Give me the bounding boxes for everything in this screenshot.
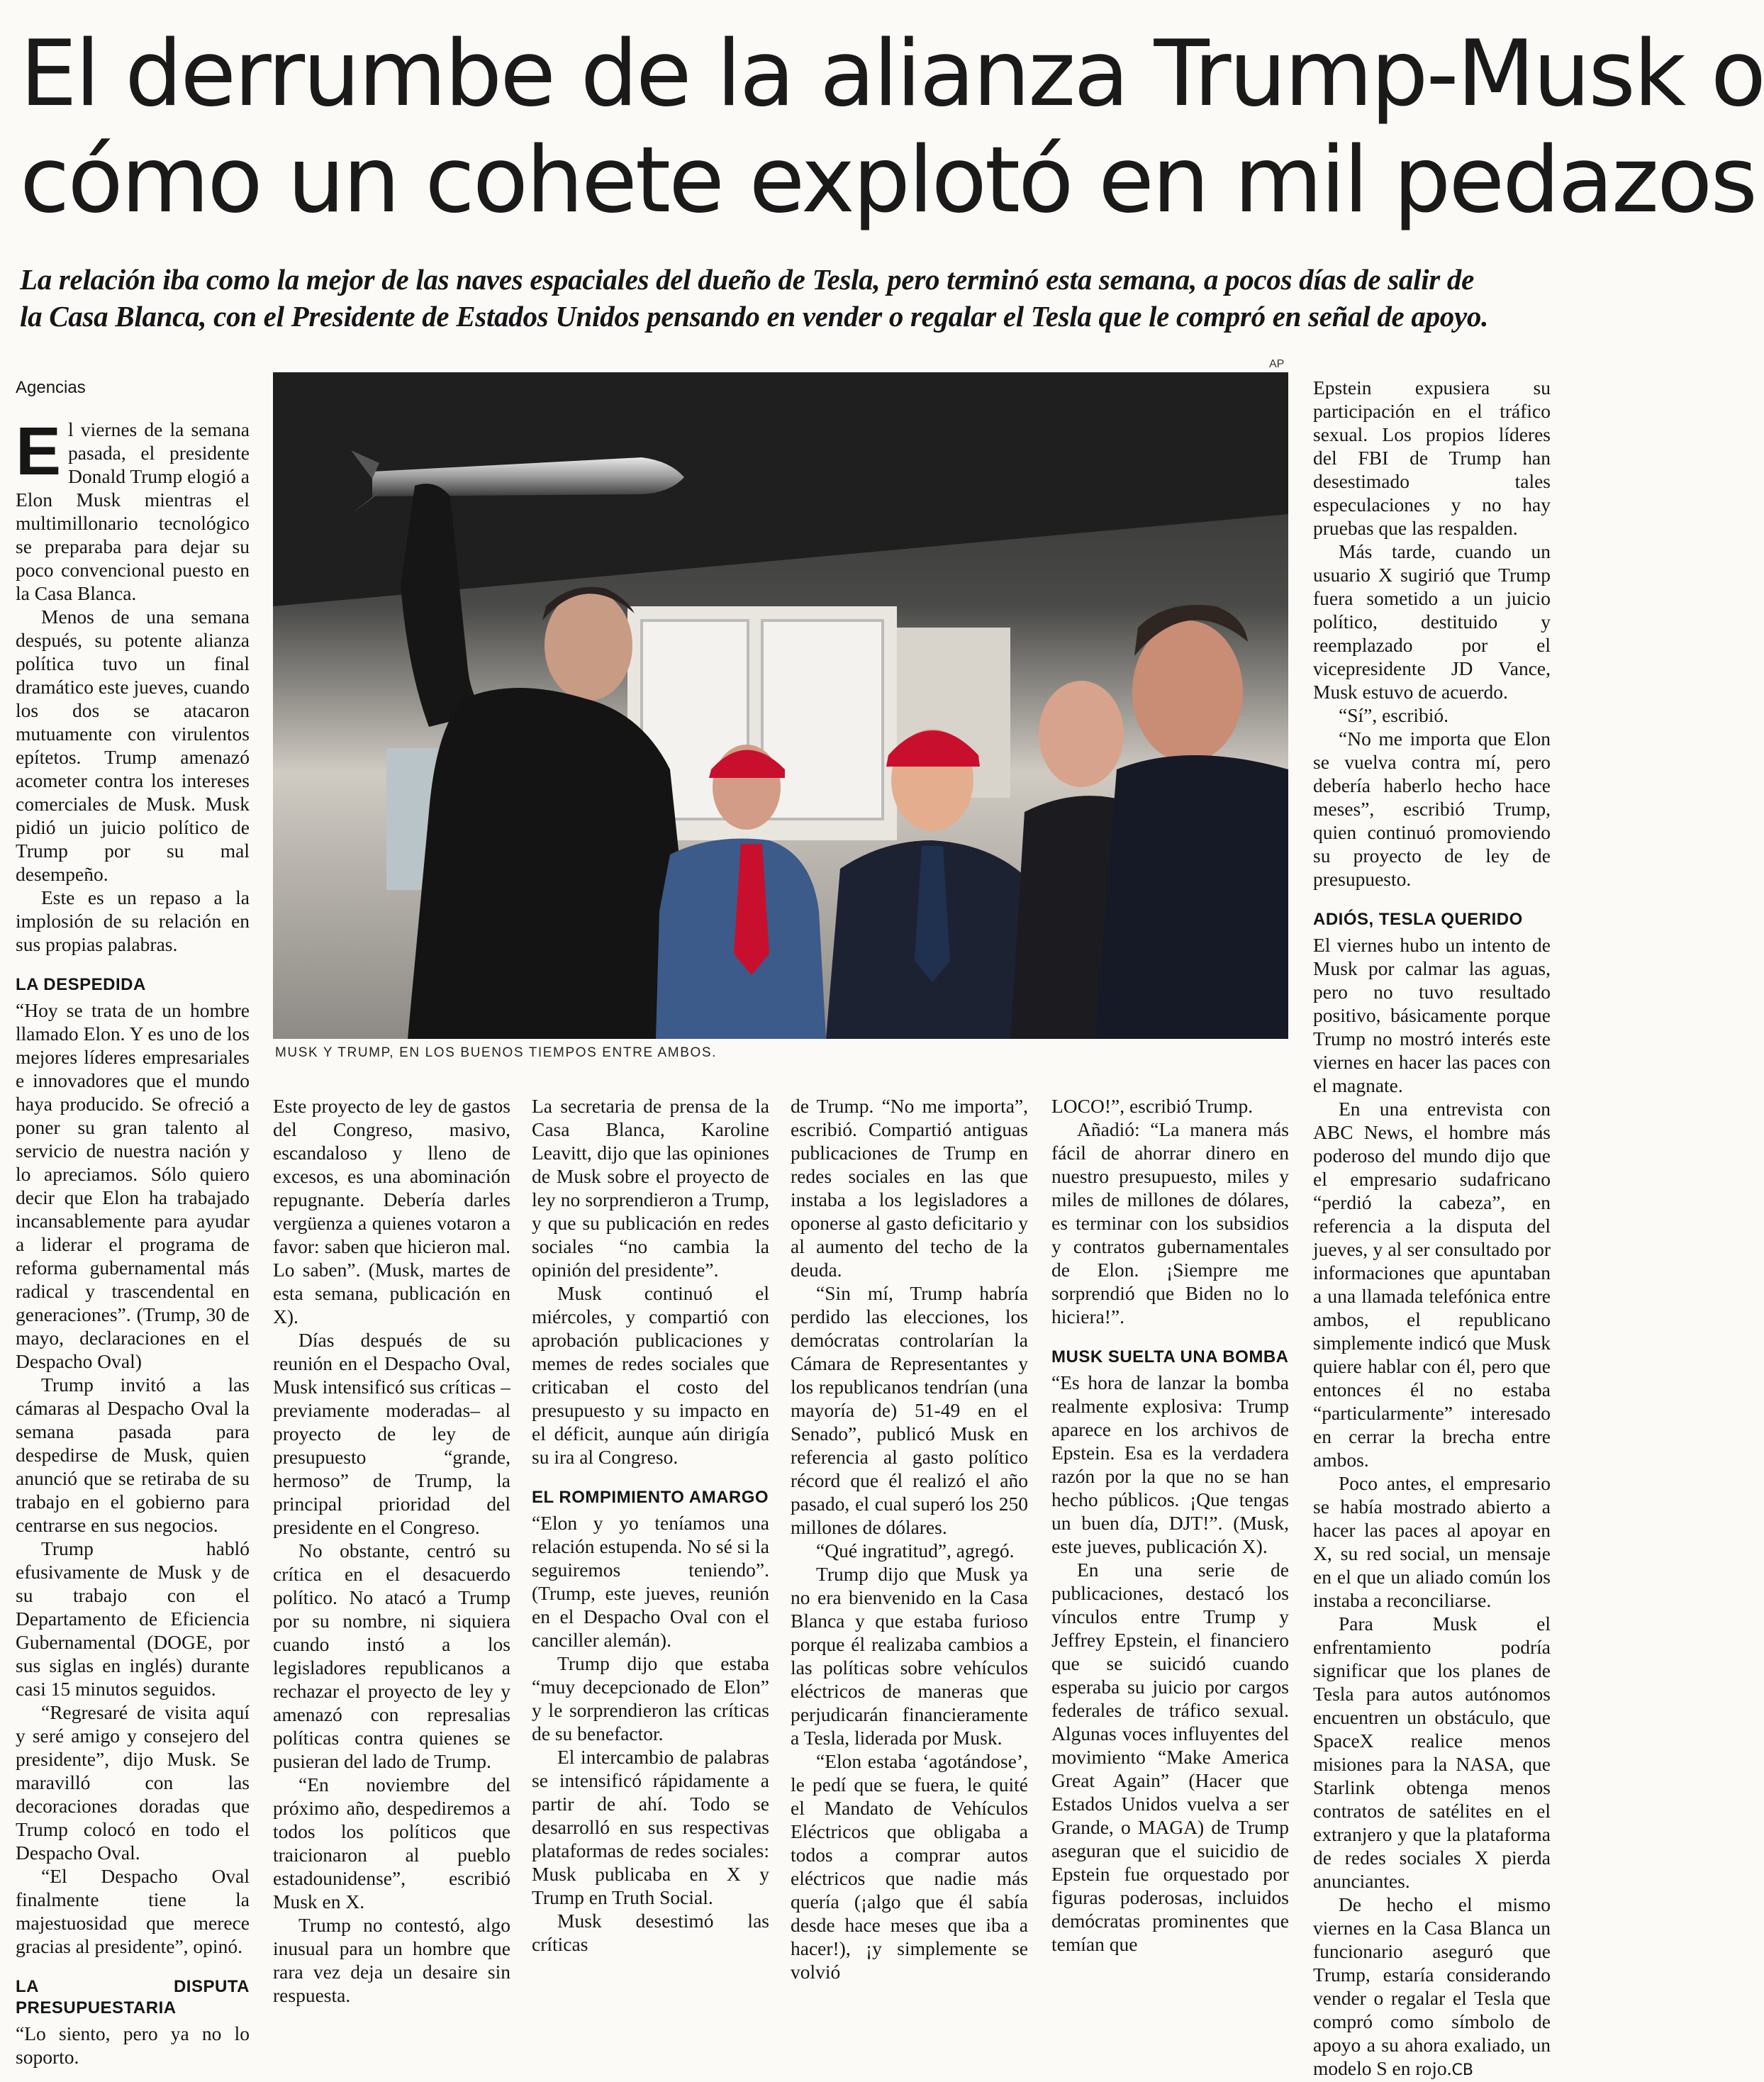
- paragraph: Menos de una semana después, su potente alianza política tuvo un final dramático este jueves, cuando los dos se atacaron mutuamente con virulentos epítetos. Trump amenazó acometer contra los intereses comerciales de Musk. Musk pidió un juicio político de Trump por su mal desempeño.: [16, 606, 250, 885]
- paragraph: Este proyecto de ley de gastos del Congreso, masivo, escandaloso y lleno de excesos, es una abominación repugnante. Debería darles vergüenza a quienes votaron a favor: saben que hicieron mal. Lo saben”. (Musk, martes de esta semana, publicación en X).: [273, 1095, 510, 1327]
- paragraph: “Es hora de lanzar la bomba realmente explosiva: Trump aparece en los archivos de Epstein. Esa es la verdadera razón por la que no se han hecho públicos. ¡Que tengas un buen día, DJT!”. (Musk, este jueves, publicación X).: [1051, 1371, 1289, 1557]
- headline-line-2: cómo un cohete explotó en mil pedazos: [20, 128, 1755, 233]
- article-column-3: [532, 1094, 769, 1955]
- paragraph: [1313, 1893, 1551, 2082]
- paragraph: Trump dijo que Musk ya no era bienvenido en la Casa Blanca y que estaba furioso porque él realizaba cambios a las políticas sobre vehículos eléctricos de maneras que perjudicarán financieramente a Tesla, liderada por Musk.: [791, 1563, 1028, 1749]
- paragraph: “Regresaré de visita aquí y seré amigo y consejero del presidente”, dijo Musk. Se maravilló con las decoraciones doradas que Trump colocó en todo el Despacho Oval.: [16, 1701, 250, 1864]
- paragraph: Trump invitó a las cámaras al Despacho Oval la semana pasada para despedirse de Musk, quien anunció que se retiraba de su trabajo en el gobierno para centrarse en sus negocios.: [16, 1374, 250, 1536]
- article-column-1: [16, 376, 250, 2068]
- paragraph: En una serie de publicaciones, destacó los vínculos entre Trump y Jeffrey Epstein, el financiero que se suicidó cuando esperaba su juicio por cargos federales de tráfico sexual. Algunas voces influyentes del movimiento “Make America Great Again” (Hacer que Estados Unidos vuelva a ser Grande, o MAGA) de Trump aseguran que el suicidio de Epstein fue orquestado por figuras poderosas, incluidos demócratas prominentes que temían que: [1051, 1559, 1289, 1955]
- paragraph: “Elon y yo teníamos una relación estupenda. No sé si la seguiremos teniendo”. (Trump, este jueves, reunión en el Despacho Oval con el canciller alemán).: [532, 1512, 769, 1651]
- paragraph: Trump habló efusivamente de Musk y de su trabajo con el Departamento de Eficiencia Gubernamental (DOGE, por sus siglas en inglés) durante casi 15 minutos seguidos.: [16, 1537, 250, 1700]
- paragraph: LOCO!”, escribió Trump.: [1051, 1095, 1254, 1117]
- subheadline-line-1: La relación iba como la mejor de las naves espaciales del dueño de Tesla, pero terminó esta semana, a pocos días de salir de: [20, 263, 1474, 296]
- subheadline-line-2: la Casa Blanca, con el Presidente de Estados Unidos pensando en vender o regalar el Tesla que le compró en señal de apoyo.: [20, 300, 1489, 333]
- paragraph: “Elon estaba ‘agotándose’, le pedí que se fuera, le quité el Mandato de Vehículos Eléctricos que obligaba a todos a comprar autos eléctricos que nadie más quería (¡algo que él sabía desde hace meses que iba a hacer!), ¡y simplemente se volvió: [791, 1750, 1028, 1983]
- paragraph: Epstein expusiera su participación en el tráfico sexual. Los propios líderes del FBI de Trump han desestimado tales especulaciones y no hay pruebas que las respalden.: [1313, 377, 1551, 539]
- paragraph: “El Despacho Oval finalmente tiene la majestuosidad que merece gracias al presidente”, opinó.: [16, 1865, 250, 1957]
- article-column-4: [791, 1094, 1028, 1983]
- drop-cap: E: [16, 413, 62, 489]
- paragraph-text: De hecho el mismo viernes en la Casa Blanca un funcionario aseguró que Trump, estaría considerando vender o regalar el Tesla que compró como símbolo de apoyo a su ahora exaliado, un modelo S en rojo.: [1313, 1893, 1551, 2079]
- section-heading: ADIÓS, TESLA QUERIDO: [1313, 910, 1523, 929]
- headline: [20, 21, 1764, 234]
- photo-caption: MUSK Y TRUMP, EN LOS BUENOS TIEMPOS ENTRE AMBOS.: [275, 1045, 718, 1060]
- paragraph: de Trump. “No me importa”, escribió. Compartió antiguas publicaciones de Trump en redes sociales en las que instaba a los legisladores a oponerse al gasto deficitario y al aumento del techo de la deuda.: [791, 1095, 1028, 1281]
- paragraph: Más tarde, cuando un usuario X sugirió que Trump fuera sometido a un juicio político, destituido y reemplazado por el vicepresidente JD Vance, Musk estuvo de acuerdo.: [1313, 540, 1551, 703]
- article-photo: [273, 372, 1288, 1039]
- paragraph: “En noviembre del próximo año, despediremos a todos los políticos que traicionaron al pueblo estadounidense”, escribió Musk en X.: [273, 1774, 510, 1913]
- section-heading: LA DISPUTA PRESUPUESTARIA: [16, 1977, 250, 2017]
- photo-illustration: [273, 372, 1288, 1039]
- byline: Agencias: [16, 378, 86, 397]
- paragraph: “Sí”, escribió.: [1339, 704, 1449, 726]
- paragraph: “Sin mí, Trump habría perdido las elecciones, los demócratas controlarían la Cámara de Representantes y los republicanos tendrían (una mayoría de) 51-49 en el Senado”, publicó Musk en referencia al gasto político récord que él realizó el año pasado, el cual superó los 250 millones de dólares.: [791, 1282, 1028, 1538]
- section-heading: EL ROMPIMIENTO AMARGO: [532, 1488, 769, 1507]
- paragraph: Trump no contestó, algo inusual para un hombre que rara vez deja un desaire sin respuesta.: [273, 1914, 510, 2006]
- headline-line-1: El derrumbe de la alianza Trump-Musk o: [20, 21, 1764, 127]
- section-heading: LA DESPEDIDA: [16, 975, 146, 994]
- paragraph: “Hoy se trata de un hombre llamado Elon. Y es uno de los mejores líderes empresariales e innovadores que el mundo haya producido. Se ofreció a poner su gran talento al servicio de nuestra nación y lo apreciamos. Sólo quiero decir que Elon ha trabajado incansablemente para ayudar a liderar el programa de reforma gubernamental más radical y trascendental en generaciones”. (Trump, 30 de mayo, declaraciones en el Despacho Oval): [16, 999, 250, 1372]
- paragraph: Días después de su reunión en el Despacho Oval, Musk intensificó sus críticas –previamente moderadas– al proyecto de ley de presupuesto “grande, hermoso” de Trump, la principal prioridad del presidente en el Congreso.: [273, 1329, 510, 1538]
- paragraph: [16, 413, 250, 605]
- paragraph: Musk desestimó las críticas: [532, 1910, 769, 1955]
- paragraph: Este es un repaso a la implosión de su relación en sus propias palabras.: [16, 886, 250, 955]
- paragraph: Poco antes, el empresario se había mostrado abierto a hacer las paces al apoyar en X, su red social, un mensaje en el que un aliado común los instaba a reconciliarse.: [1313, 1472, 1551, 1611]
- paragraph: Para Musk el enfrentamiento podría significar que los planes de Tesla para autos autónomos encuentren un obstáculo, que SpaceX realice menos misiones para la NASA, que Starlink obtenga menos contratos de satélites en el extranjero y que la plataforma de redes sociales X pierda anunciantes.: [1313, 1613, 1551, 1892]
- paragraph: La secretaria de prensa de la Casa Blanca, Karoline Leavitt, dijo que las opiniones de Musk sobre el proyecto de ley no sorprendieron a Trump, y que su publicación en redes sociales “no cambia la opinión del presidente”.: [532, 1095, 769, 1281]
- end-mark: CB: [1451, 2061, 1474, 2079]
- paragraph: En una entrevista con ABC News, el hombre más poderoso del mundo dijo que el empresario sudafricano “perdió la cabeza”, en referencia a la disputa del jueves, y al ser consultado por informaciones que apuntaban a una llamada telefónica entre ambos, el republicano simplemente indicó que Musk quiere hablar con él, pero que entonces él no estaba “particularmente” interesado en cerrar la brecha entre ambos.: [1313, 1098, 1551, 1471]
- paragraph: “No me importa que Elon se vuelva contra mí, pero debería haberlo hecho hace meses”, escribió Trump, quien continuó promoviendo su proyecto de ley de presupuesto.: [1313, 728, 1551, 890]
- paragraph: El viernes hubo un intento de Musk por calmar las aguas, pero no tuvo resultado positivo, básicamente porque Trump no mostró interés este viernes en hacer las paces con el magnate.: [1313, 934, 1551, 1096]
- paragraph: Trump dijo que estaba “muy decepcionado de Elon” y le sorprendieron las críticas de su benefactor.: [532, 1652, 769, 1744]
- article-column-2: [273, 1094, 510, 2006]
- paragraph: “Qué ingratitud”, agregó.: [816, 1540, 1015, 1562]
- paragraph-text: l viernes de la semana pasada, el presidente Donald Trump elogió a Elon Musk mientras el multimillonario tecnológico se preparaba para dejar su poco convencional puesto en la Casa Blanca.: [16, 418, 250, 604]
- paragraph: No obstante, centró su crítica en el desacuerdo político. No atacó a Trump por su nombre, ni siquiera cuando instó a los legisladores republicanos a rechazar el proyecto de ley y amenazó con represalias políticas contra quienes se pusieran del lado de Trump.: [273, 1540, 510, 1772]
- paragraph: Musk continuó el miércoles, y compartió con aprobación publicaciones y memes de redes sociales que criticaban el costo del presupuesto y su impacto en el déficit, aunque aún dirigía su ira al Congreso.: [532, 1282, 769, 1468]
- section-heading: MUSK SUELTA UNA BOMBA: [1051, 1347, 1289, 1366]
- article-column-5: [1051, 1094, 1289, 1955]
- paragraph: Añadió: “La manera más fácil de ahorrar dinero en nuestro presupuesto, miles y miles de millones de dólares, es terminar con los subsidios y contratos gubernamentales de Elon. ¡Siempre me sorprendió que Biden no lo hiciera!”.: [1051, 1118, 1289, 1327]
- subheadline: [20, 261, 1544, 335]
- photo-credit: AP: [1269, 358, 1285, 370]
- paragraph: “Lo siento, pero ya no lo soporto.: [16, 2022, 250, 2068]
- article-column-6: [1313, 376, 1551, 2079]
- paragraph: El intercambio de palabras se intensificó rápidamente a partir de ahí. Todo se desarrolló en sus respectivas plataformas de redes sociales: Musk publicaba en X y Trump en Truth Social.: [532, 1746, 769, 1908]
